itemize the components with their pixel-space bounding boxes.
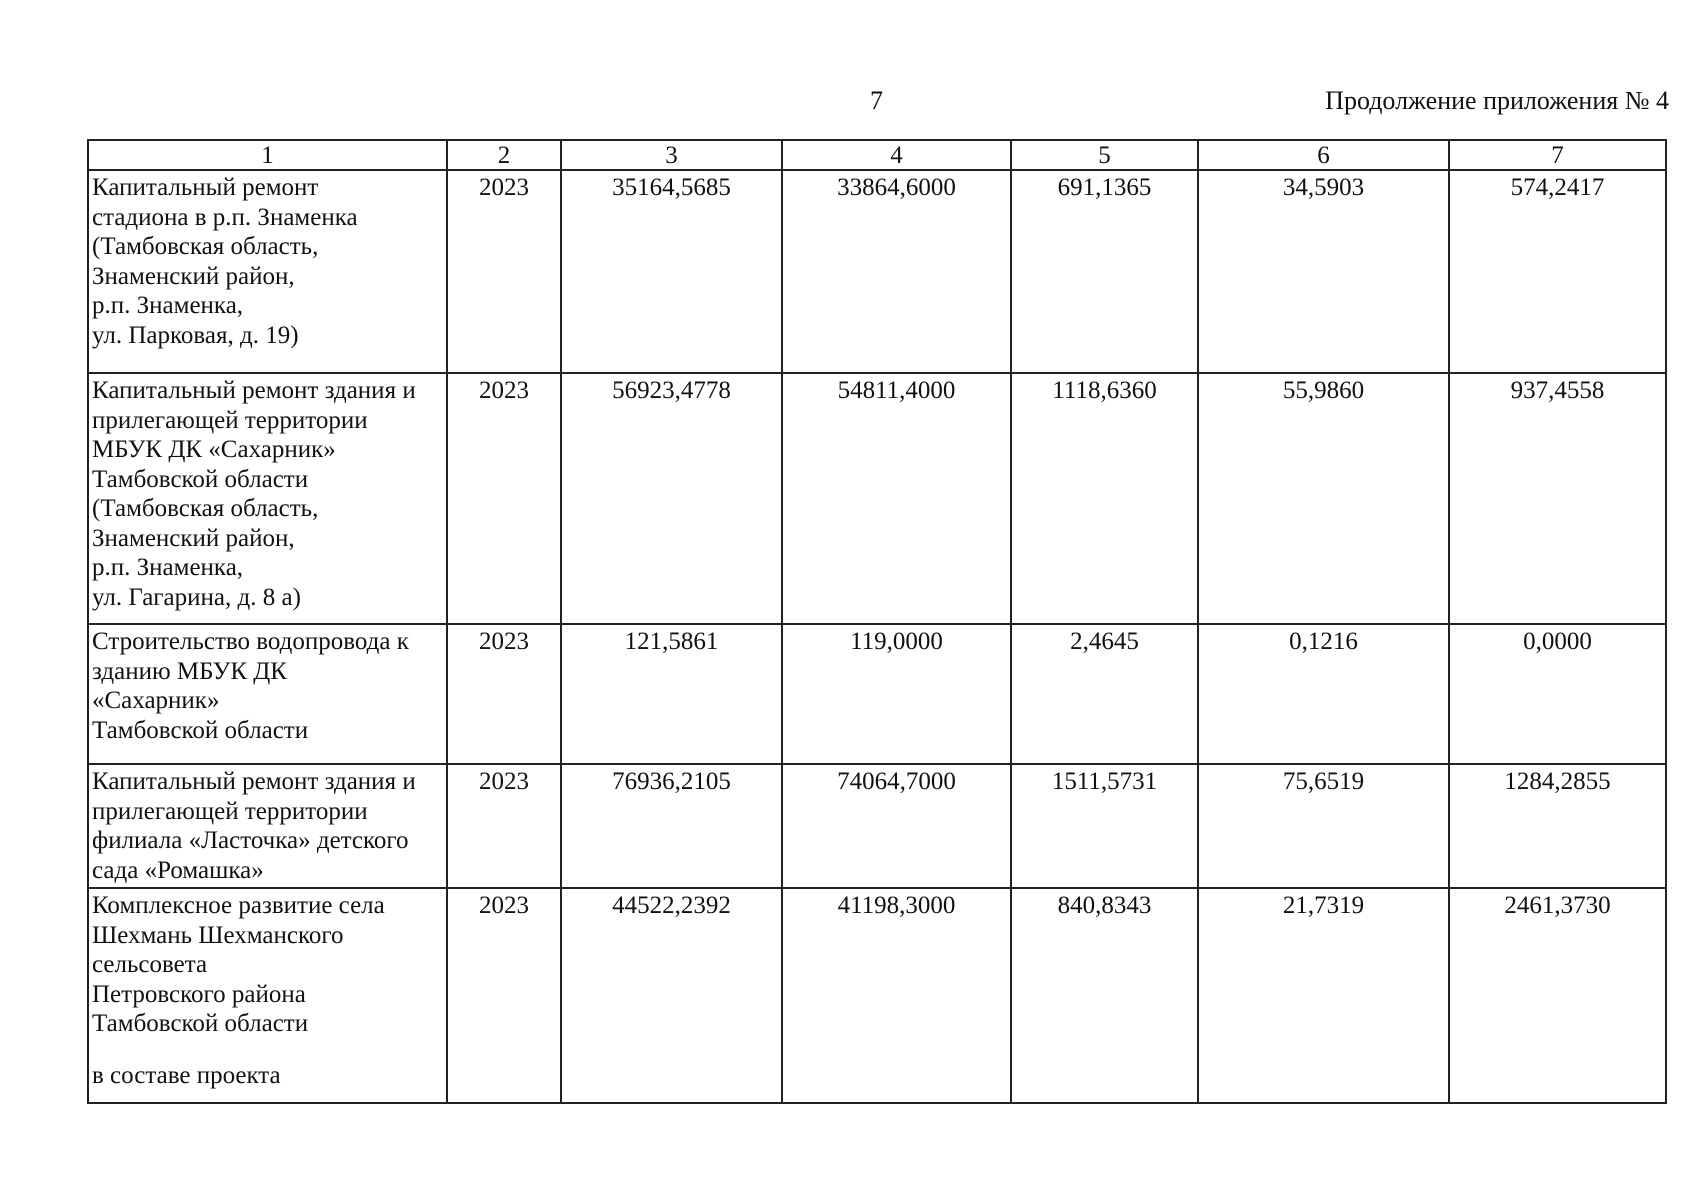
value-cell: 0,0000 [1449,624,1666,764]
table-row [88,888,1666,1103]
object-description: Капитальный ремонт здания и прилегающей территории МБУК ДК «Сахарник» Тамбовской области (Тамбовская область, Знаменский район, р.п. Знаменка, ул. Гагарина, д. 8 а) [88,373,447,624]
column-header: 6 [1198,140,1449,170]
year-cell: 2023 [447,624,561,764]
object-description: Комплексное развитие села Шехмань Шехманского сельсовета Петровского района Тамбовской области [92,892,385,1037]
value-cell: 1511,5731 [1011,764,1198,888]
value-cell: 56923,4778 [561,373,782,624]
spacer [92,1039,443,1061]
column-header: 3 [561,140,782,170]
table-row [88,170,1666,373]
table-row [88,624,1666,764]
object-description: Капитальный ремонт стадиона в р.п. Знаменка (Тамбовская область, Знаменский район, р.п. Знаменка, ул. Парковая, д. 19) [88,170,447,373]
value-cell: 691,1365 [1011,170,1198,373]
value-cell: 121,5861 [561,624,782,764]
value-cell: 2,4645 [1011,624,1198,764]
value-cell: 41198,3000 [782,888,1011,1103]
value-cell: 1284,2855 [1449,764,1666,888]
value-cell: 119,0000 [782,624,1011,764]
value-cell: 55,9860 [1198,373,1449,624]
object-description-cell [88,888,447,1103]
object-description: Капитальный ремонт здания и прилегающей территории филиала «Ласточка» детского сада «Ромашка» [88,764,447,888]
value-cell: 0,1216 [1198,624,1449,764]
value-cell: 76936,2105 [561,764,782,888]
value-cell: 840,8343 [1011,888,1198,1103]
object-description: Строительство водопровода к зданию МБУК ДК «Сахарник» Тамбовской области [88,624,447,764]
value-cell: 54811,4000 [782,373,1011,624]
value-cell: 34,5903 [1198,170,1449,373]
table-row [88,764,1666,888]
table-row [88,373,1666,624]
value-cell: 2461,3730 [1449,888,1666,1103]
value-cell: 35164,5685 [561,170,782,373]
description-note: в составе проекта [92,1061,281,1089]
appendix-table [87,139,1667,1104]
value-cell: 33864,6000 [782,170,1011,373]
year-cell: 2023 [447,373,561,624]
value-cell: 574,2417 [1449,170,1666,373]
value-cell: 937,4558 [1449,373,1666,624]
column-header: 7 [1449,140,1666,170]
year-cell: 2023 [447,764,561,888]
header-row [88,140,1666,170]
column-header: 5 [1011,140,1198,170]
column-header: 1 [88,140,447,170]
year-cell: 2023 [447,170,561,373]
column-header: 2 [447,140,561,170]
continuation-title: Продолжение приложения № 4 [1325,86,1669,115]
value-cell: 21,7319 [1198,888,1449,1103]
value-cell: 75,6519 [1198,764,1449,888]
column-header: 4 [782,140,1011,170]
value-cell: 74064,7000 [782,764,1011,888]
year-cell: 2023 [447,888,561,1103]
value-cell: 44522,2392 [561,888,782,1103]
page-number: 7 [870,86,884,115]
value-cell: 1118,6360 [1011,373,1198,624]
